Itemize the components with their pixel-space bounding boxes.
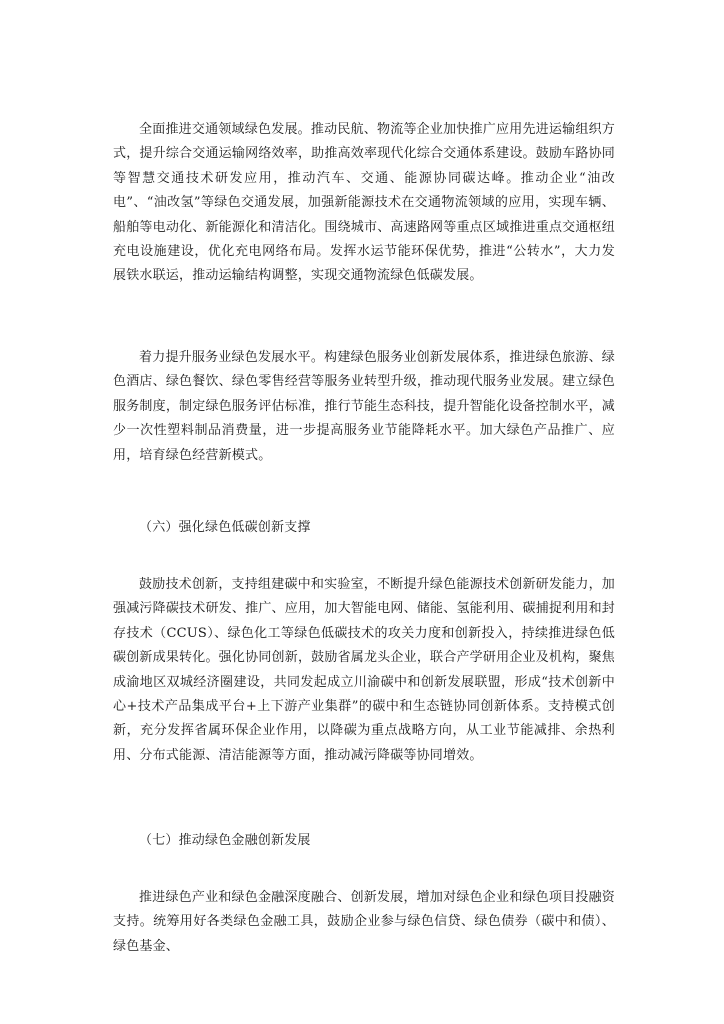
paragraph-technology-innovation: 鼓励技术创新，支持组建碳中和实验室，不断提升绿色能源技术创新研发能力，加强减污降碳技术研发、推广、应用，加大智能电网、储能、氢能利用、碳捕捉利用和封存技术（CCUS）、绿色化工等绿色低碳技术的攻关力度和创新投入，持续推进绿色低碳创新成果转化。强化协同创新，鼓励省属龙头企业，联合产学研用企业及机构，聚焦成渝地区双城经济圈建设，共同发起成立川渝碳中和创新发展联盟，形成“技术创新中心+技术产品集成平台+上下游产业集群”的碳中和生态链协同创新体系。支持模式创新，充分发挥省属环保企业作用，以降碳为重点战略方向，从工业节能减排、余热利用、分布式能源、清洁能源等方面，推动减污降碳等协同增效。 <box>113 577 615 763</box>
section-heading-7: （七）推动绿色金融创新发展 <box>139 833 311 848</box>
section-heading-6: （六）强化绿色低碳创新支撑 <box>139 520 311 535</box>
paragraph-green-finance: 推进绿色产业和绿色金融深度融合、创新发展，增加对绿色企业和绿色项目投融资支持。统筹用好各类绿色金融工具，鼓励企业参与绿色信贷、绿色债券（碳中和债）、绿色基金、 <box>113 890 615 954</box>
paragraph-green-transport: 全面推进交通领域绿色发展。推动民航、物流等企业加快推广应用先进运输组织方式，提升综合交通运输网络效率，助推高效率现代化综合交通体系建设。鼓励车路协同等智慧交通技术研发应用，推动汽车、交通、能源协同碳达峰。推动企业“油改电”、“油改氢”等绿色交通发展，加强新能源技术在交通物流领域的应用，实现车辆、船舶等电动化、新能源化和清洁化。围绕城市、高速路网等重点区域推进重点交通枢纽充电设施建设，优化充电网络布局。发挥水运节能环保优势，推进“公转水”，大力发展铁水联运，推动运输结构调整，实现交通物流绿色低碳发展。 <box>113 122 615 284</box>
paragraph-green-service-industry: 着力提升服务业绿色发展水平。构建绿色服务业创新发展体系，推进绿色旅游、绿色酒店、绿色餐饮、绿色零售经营等服务业转型升级，推动现代服务业发展。建立绿色服务制度，制定绿色服务评估标准，推行节能生态科技，提升智能化设备控制水平，减少一次性塑料制品消费量，进一步提高服务业节能降耗水平。加大绿色产品推广、应用，培育绿色经营新模式。 <box>113 350 615 463</box>
